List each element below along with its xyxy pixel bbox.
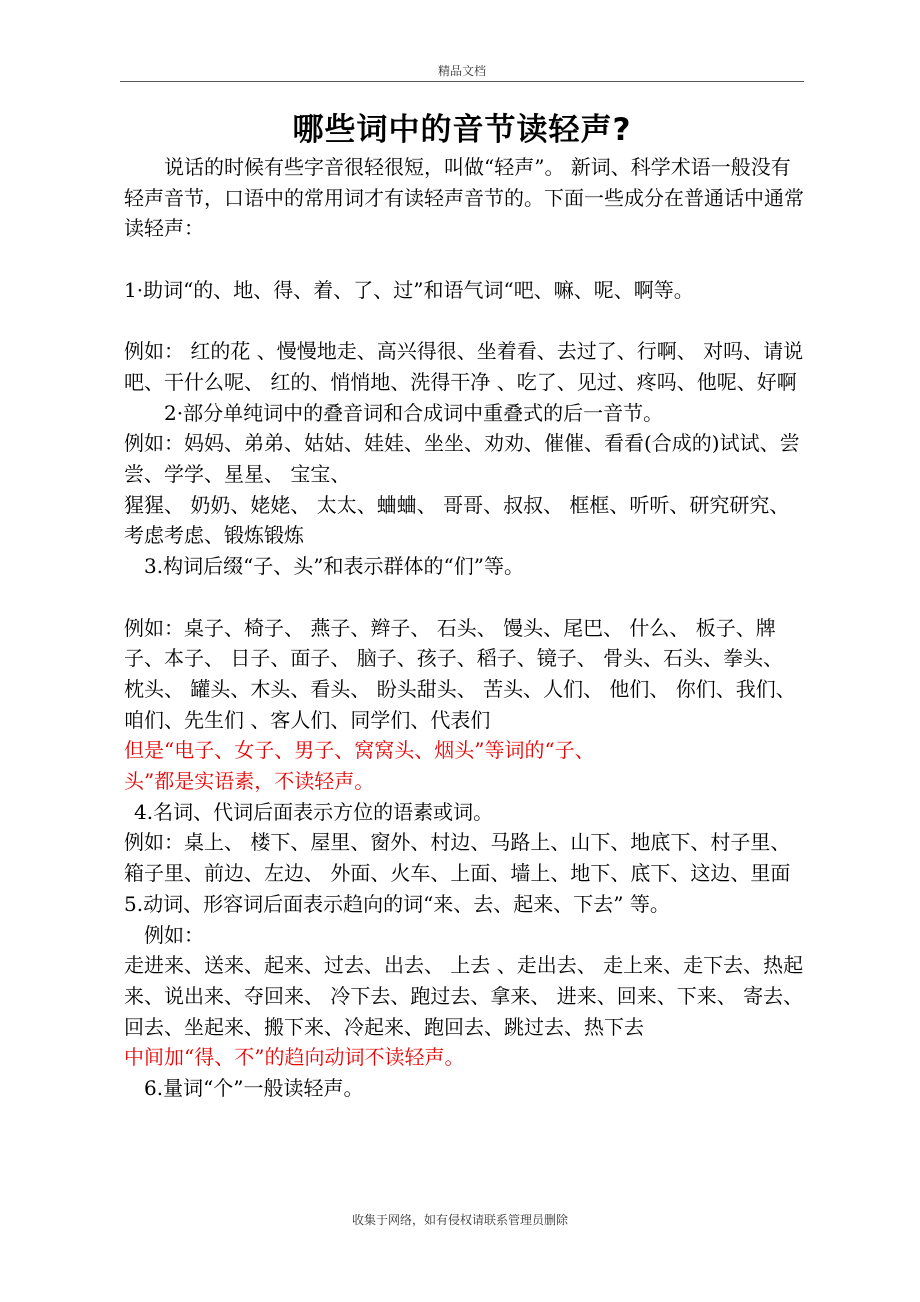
section-3-heading: 3.构词后缀“子、头”和表示群体的“们”等。 bbox=[144, 554, 524, 579]
section-4-heading: 4.名词、代词后面表示方位的语素或词。 bbox=[134, 799, 494, 824]
section-5-heading: 5.动词、形容词后面表示趋向的词“来、去、起来、下去” 等。 bbox=[124, 891, 670, 916]
section-5-examples: 走进来、送来、起来、过去、出去、 上去 、走出去、 走上来、走下去、热起来、说出来、夺回来、 冷下去、跑过去、拿来、 进来、回来、下来、 寄去、回去、坐起来、搬下来、冷起来、跑回去、跳过去、热下去 bbox=[124, 953, 804, 1039]
section-1-heading: 1·助词“的、地、得、着、了、过”和语气词“吧、嘛、呢、啊等。 bbox=[124, 277, 694, 302]
page-footer: 收集于网络，如有侵权请联系管理员删除 bbox=[351, 1213, 568, 1227]
section-3-note-line-1: 但是“电子、女子、男子、窝窝头、烟头”等词的“子、 bbox=[124, 738, 595, 763]
section-5-label: 例如： bbox=[144, 922, 204, 947]
page-header: 精品文档 bbox=[437, 64, 486, 78]
document-title: 哪些词中的音节读轻声? bbox=[292, 112, 632, 148]
section-3-examples: 例如：桌子、椅子、 燕子、辫子、 石头、 馒头、尾巴、 什么、 板子、牌子、本子、 日子、面子、 脑子、孩子、稻子、镜子、 骨头、石头、拳头、 枕头、 罐头、木头、看头、 盼头甜头、 苦头、人们、 他们、 你们、我们、咱们、先生们 、客人们、同学们、代表们 bbox=[124, 615, 796, 732]
header-divider bbox=[120, 81, 804, 82]
spacer bbox=[124, 244, 804, 275]
section-1-examples: 例如： 红的花 、慢慢地走、高兴得很、坐着看、去过了、行啊、 对吗、请说吧、干什么呢、 红的、悄悄地、洗得干净 、吃了、见过、疼吗、他呢、好啊 bbox=[124, 339, 804, 394]
section-2-examples-cont: 猩猩、 奶奶、姥姥、 太太、蛐蛐、 哥哥、叔叔、 框框、听听、研究研究、 考虑考虑、锻炼锻炼 bbox=[124, 492, 790, 548]
section-6-heading: 6.量词“个”一般读轻声。 bbox=[144, 1076, 364, 1101]
section-2-heading: 2·部分单纯词中的叠音词和合成词中重叠式的后一音节。 bbox=[164, 400, 664, 425]
section-4-examples: 例如：桌上、 楼下、屋里、窗外、村边、马路上、山下、地底下、村子里、箱子里、前边、左边、 外面、火车、上面、墙上、地下、底下、这边、里面 bbox=[124, 830, 791, 886]
section-3-note-line-2: 头”都是实语素，不读轻声。 bbox=[124, 769, 375, 794]
spacer bbox=[124, 306, 804, 337]
spacer bbox=[124, 582, 804, 613]
intro-paragraph: 说话的时候有些字音很轻很短，叫做“轻声”。 新词、科学术语一般没有轻声音节，口语中的常用词才有读轻声音节的。下面一些成分在普通话中通常读轻声： bbox=[124, 155, 804, 241]
document-body bbox=[124, 152, 804, 1104]
section-5-note: 中间加“得、不”的趋向动词不读轻声。 bbox=[124, 1045, 465, 1070]
section-2-examples: 例如：妈妈、弟弟、姑姑、娃娃、坐坐、劝劝、催催、看看(合成的)试试、尝尝、学学、星星、 宝宝、 bbox=[124, 431, 800, 486]
